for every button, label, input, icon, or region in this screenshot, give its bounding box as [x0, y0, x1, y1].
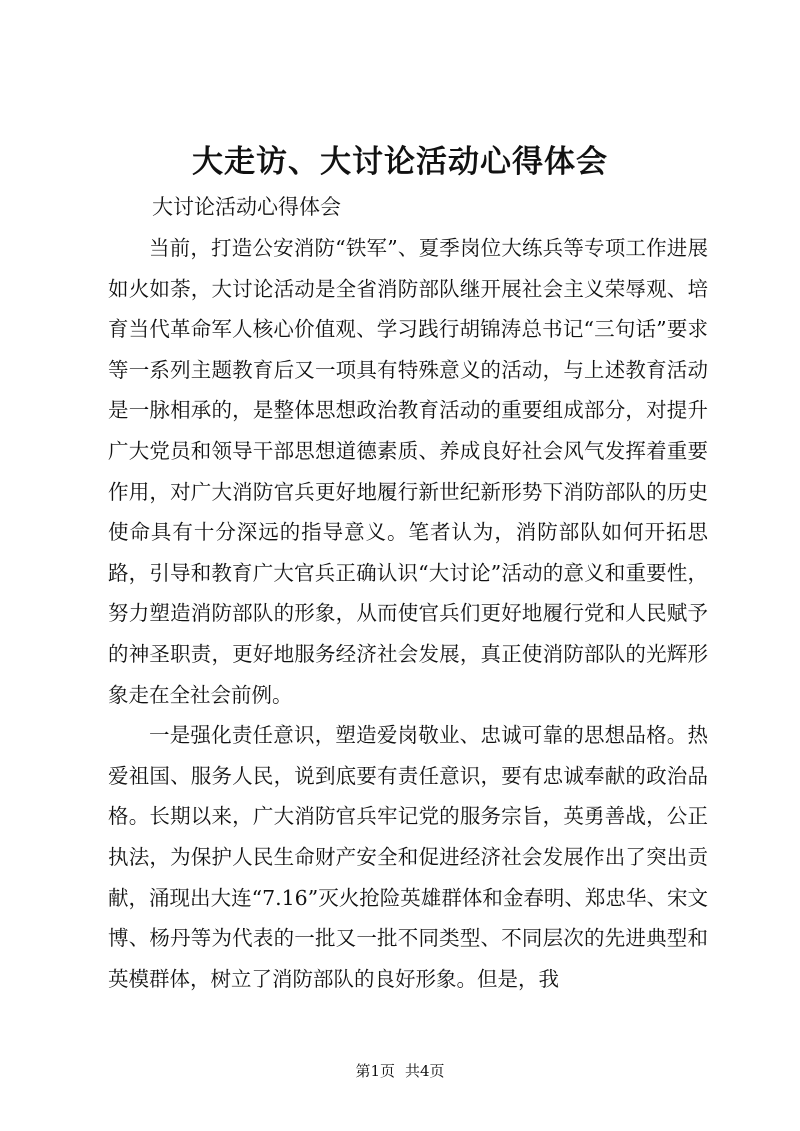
paragraph-point-one: 一是强化责任意识，塑造爱岗敬业、忠诚可靠的思想品格。热爱祖国、服务人民，说到底要有责任意识，要有忠诚奉献的政治品格。长期以来，广大消防官兵牢记党的服务宗旨，英勇善战，公正执法，为保护人民生命财产安全和促进经济社会发展作出了突出贡献，涌现出大连“7.16”灭火抢险英雄群体和金春明、郑忠华、宋文博、杨丹等为代表的一批又一批不同类型、不同层次的先进典型和英模群体，树立了消防部队的良好形象。但是，我 [108, 723, 708, 991]
document-subtitle: 大讨论活动心得体会 [152, 195, 341, 219]
page-number: 第1页 [355, 1062, 395, 1080]
page-title: 大走访、大讨论活动心得体会 [192, 144, 608, 180]
page-footer [0, 1060, 800, 1082]
paragraph-intro: 当前，打造公安消防“铁军”、夏季岗位大练兵等专项工作进展如火如荼，大讨论活动是全省消防部队继开展社会主义荣辱观、培育当代革命军人核心价值观、学习践行胡锦涛总书记“三句话”要求等一系列主题教育后又一项具有特殊意义的活动，与上述教育活动是一脉相承的，是整体思想政治教育活动的重要组成部分，对提升广大党员和领导干部思想道德素质、养成良好社会风气发挥着重要作用，对广大消防官兵更好地履行新世纪新形势下消防部队的历史使命具有十分深远的指导意义。笔者认为，消防部队如何开拓思路，引导和教育广大官兵正确认识“大讨论”活动的意义和重要性，努力塑造消防部队的形象，从而使官兵们更好地履行党和人民赋予的神圣职责，更好地服务经济社会发展，真正使消防部队的光辉形象走在全社会前例。 [108, 236, 708, 707]
total-pages: 共4页 [405, 1062, 445, 1080]
document-body [108, 228, 708, 999]
